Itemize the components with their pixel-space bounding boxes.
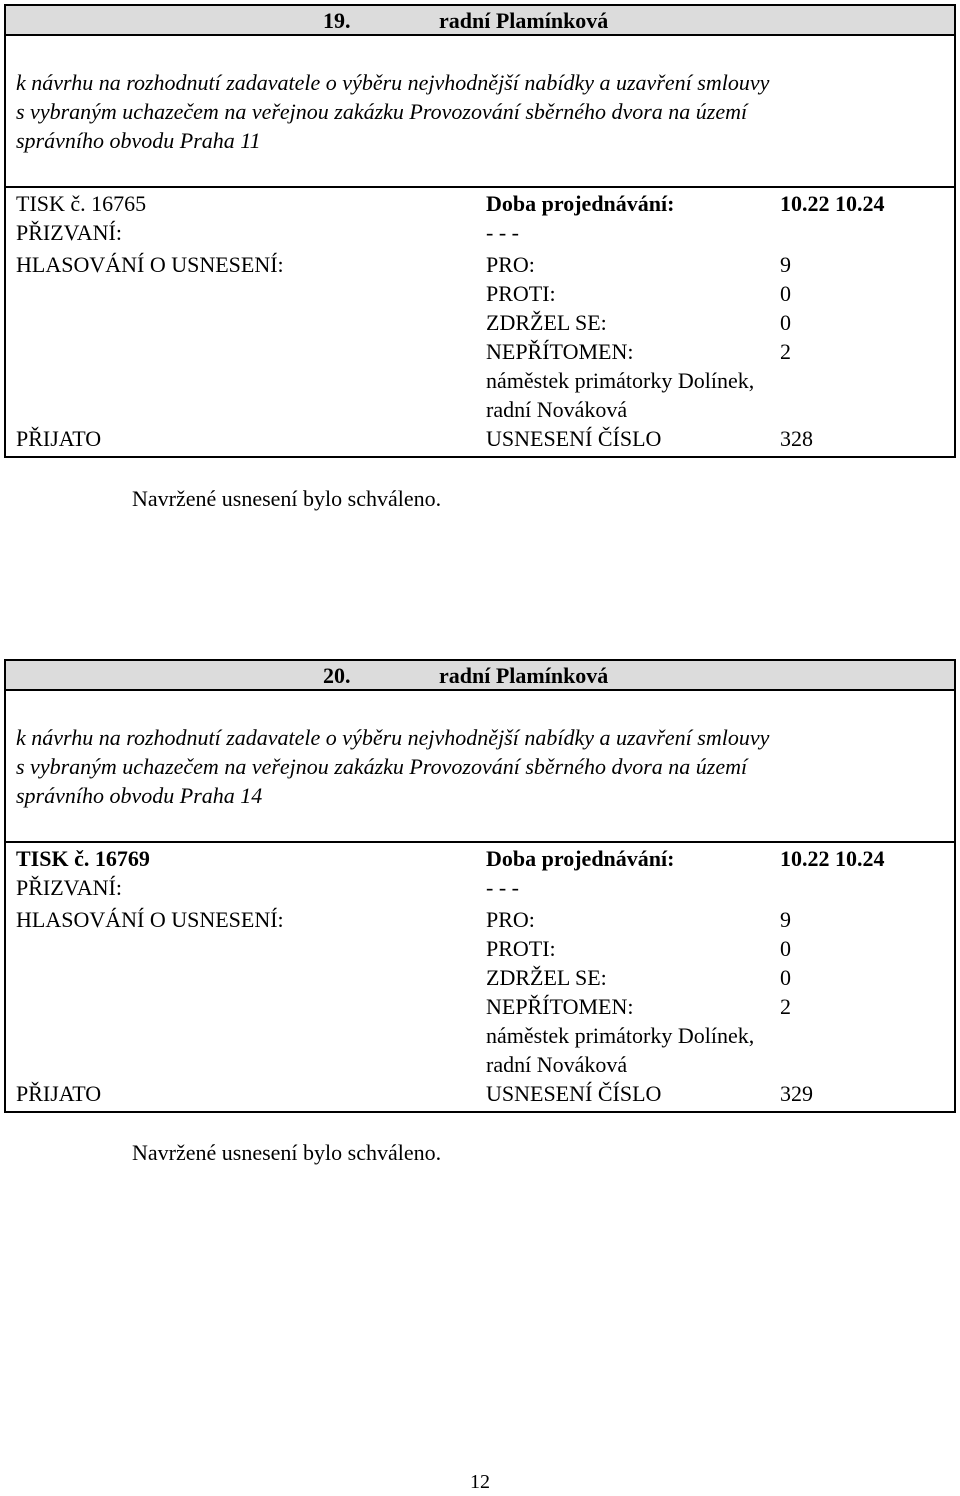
tisk-number: 16769 [94, 846, 150, 871]
hlasovani-label: HLASOVÁNÍ O USNESENÍ: [16, 252, 284, 277]
prizvani-label: PŘIZVANÍ: [16, 220, 122, 245]
page-number: 12 [470, 1471, 490, 1493]
subject-line: k návrhu na rozhodnutí zadavatele o výběru nejvhodnější nabídky a uzavření smlouvy [16, 725, 770, 750]
usneseni-number: 329 [780, 1081, 813, 1106]
item-number: 20. [323, 663, 351, 688]
tisk-label: TISK č. [16, 846, 90, 871]
zdrzel-value: 0 [780, 310, 791, 335]
subject-text [16, 68, 916, 155]
absent-row-2 [16, 397, 946, 426]
usneseni-label: USNESENÍ ČÍSLO [486, 1081, 662, 1106]
nepritomen-label: NEPŘÍTOMEN: [486, 994, 634, 1019]
hlasovani-row [16, 252, 946, 281]
subject-line: s vybraným uchazečem na veřejnou zakázku Provozování sběrného dvora na území [16, 754, 748, 779]
absent-names: náměstek primátorky Dolínek, [486, 1023, 755, 1048]
nepritomen-value: 2 [780, 339, 791, 364]
proti-row [16, 936, 946, 965]
item-subject [4, 36, 956, 186]
approved-text: Navržené usnesení bylo schváleno. [132, 486, 442, 511]
proti-row [16, 281, 946, 310]
tisk-row [16, 846, 946, 875]
prizvani-value: - - - [486, 875, 519, 900]
nepritomen-value: 2 [780, 994, 791, 1019]
subject-line: správního obvodu Praha 11 [16, 128, 261, 153]
agenda-item-19 [4, 4, 956, 458]
tisk-label: TISK č. [16, 191, 86, 216]
item-number: 19. [323, 8, 351, 33]
zdrzel-label: ZDRŽEL SE: [486, 965, 607, 990]
absent-row-1 [16, 1023, 946, 1052]
agenda-item-20 [4, 659, 956, 1113]
proti-label: PROTI: [486, 281, 556, 306]
doba-value: 10.22 10.24 [780, 846, 885, 871]
result-label: PŘIJATO [16, 426, 102, 451]
prizvani-row [16, 220, 946, 249]
item-header [4, 659, 956, 691]
zdrzel-label: ZDRŽEL SE: [486, 310, 607, 335]
zdrzel-row [16, 310, 946, 339]
subject-line: k návrhu na rozhodnutí zadavatele o výběru nejvhodnější nabídky a uzavření smlouvy [16, 70, 770, 95]
absent-names: náměstek primátorky Dolínek, [486, 368, 755, 393]
hlasovani-row [16, 907, 946, 936]
prizvani-row [16, 875, 946, 904]
absent-names: radní Nováková [486, 1052, 628, 1077]
vote-info [4, 186, 956, 458]
tisk-row [16, 191, 946, 220]
nepritomen-row [16, 339, 946, 368]
pro-value: 9 [780, 907, 791, 932]
item-subject [4, 691, 956, 841]
pro-label: PRO: [486, 252, 535, 277]
prizvani-value: - - - [486, 220, 519, 245]
proti-value: 0 [780, 281, 791, 306]
item-header [4, 4, 956, 36]
nepritomen-row [16, 994, 946, 1023]
approved-text: Navržené usnesení bylo schváleno. [132, 1140, 442, 1165]
item-presenter: radní Plamínková [439, 8, 609, 33]
subject-line: s vybraným uchazečem na veřejnou zakázku Provozování sběrného dvora na území [16, 99, 748, 124]
doba-label: Doba projednávání: [486, 191, 675, 216]
prizvani-label: PŘIZVANÍ: [16, 875, 122, 900]
absent-row-2 [16, 1052, 946, 1081]
subject-line: správního obvodu Praha 14 [16, 783, 263, 808]
tisk-number: 16765 [91, 191, 147, 216]
doba-value: 10.22 10.24 [780, 191, 885, 216]
proti-value: 0 [780, 936, 791, 961]
result-label: PŘIJATO [16, 1081, 102, 1106]
pro-label: PRO: [486, 907, 535, 932]
vote-info [4, 841, 956, 1113]
hlasovani-label: HLASOVÁNÍ O USNESENÍ: [16, 907, 284, 932]
proti-label: PROTI: [486, 936, 556, 961]
zdrzel-row [16, 965, 946, 994]
absent-row-1 [16, 368, 946, 397]
usneseni-number: 328 [780, 426, 813, 451]
doba-label: Doba projednávání: [486, 846, 675, 871]
subject-text [16, 723, 916, 810]
item-presenter: radní Plamínková [439, 663, 609, 688]
nepritomen-label: NEPŘÍTOMEN: [486, 339, 634, 364]
zdrzel-value: 0 [780, 965, 791, 990]
usneseni-label: USNESENÍ ČÍSLO [486, 426, 662, 451]
result-row [16, 1081, 946, 1110]
pro-value: 9 [780, 252, 791, 277]
absent-names: radní Nováková [486, 397, 628, 422]
result-row [16, 426, 946, 455]
